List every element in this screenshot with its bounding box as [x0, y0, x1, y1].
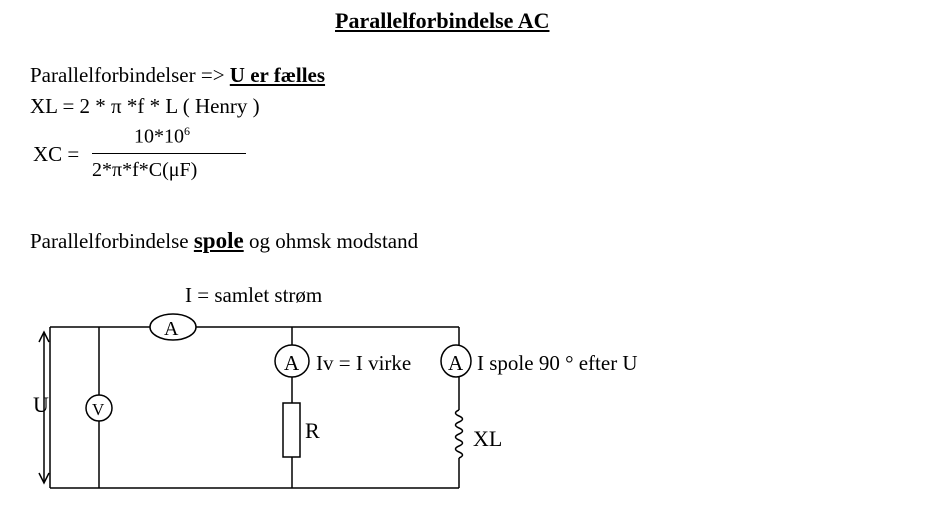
xc-formula-label: XC =	[33, 142, 80, 166]
voltage-label: U	[33, 392, 49, 417]
xc-denominator: 2*π*f*C(μF)	[92, 159, 198, 181]
section-suffix: og ohmsk modstand	[243, 229, 419, 253]
page-title: Parallelforbindelse AC	[335, 8, 550, 33]
resistor-label: R	[305, 418, 320, 443]
section-prefix: Parallelforbindelse	[30, 229, 194, 253]
ammeter-main-symbol: A	[164, 318, 179, 340]
iv-label: Iv = I virke	[316, 351, 412, 375]
ispole-label: I spole 90 ° efter U	[477, 351, 638, 375]
inductor-coil-icon	[456, 410, 463, 458]
xc-numerator-base: 10*10	[134, 125, 184, 148]
xc-numerator-exponent: 6	[184, 124, 190, 138]
section-emphasis: spole	[193, 228, 244, 253]
ammeter-ispole-symbol: A	[448, 351, 464, 375]
common-voltage-emphasis: U er fælles	[229, 63, 326, 87]
xl-formula: XL = 2 * π *f * L ( Henry )	[30, 94, 260, 118]
voltmeter-symbol: V	[92, 400, 105, 419]
common-voltage-prefix: Parallelforbindelser =>	[30, 63, 230, 87]
ammeter-iv-symbol: A	[284, 351, 300, 375]
inductor-label: XL	[473, 426, 503, 451]
current-label: I = samlet strøm	[185, 283, 323, 307]
resistor-icon	[283, 403, 300, 457]
